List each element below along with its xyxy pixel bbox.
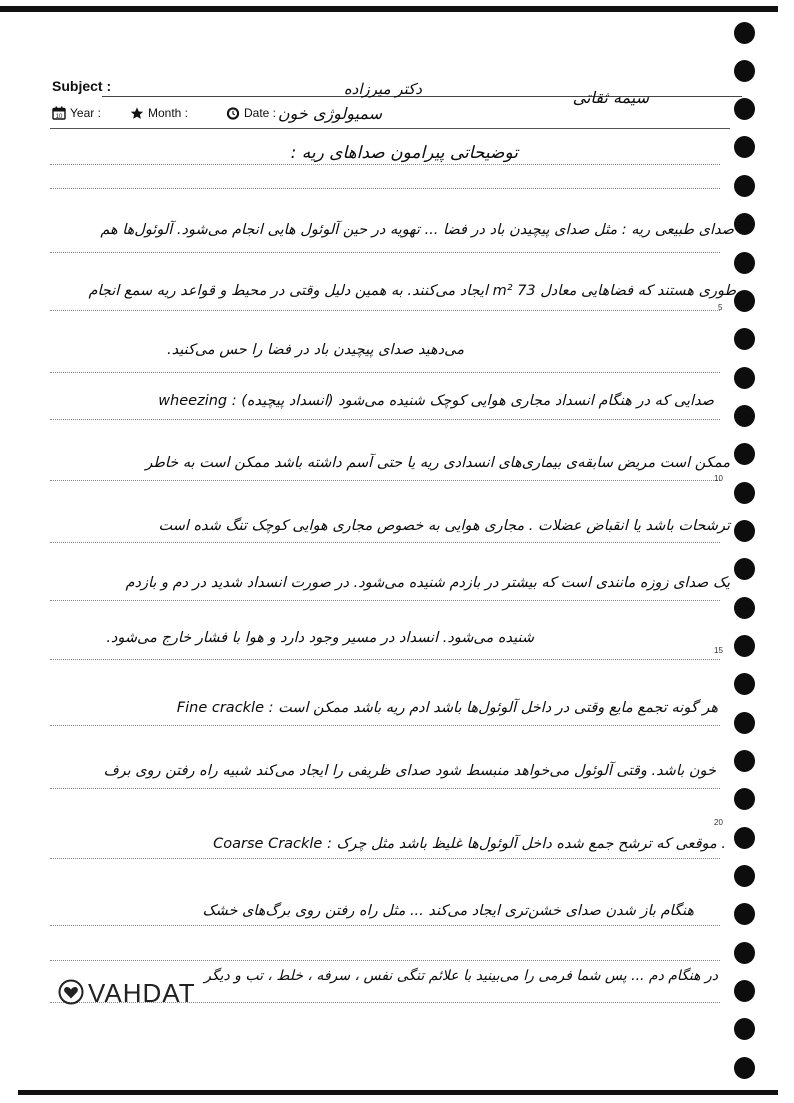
note-line-wheezing: wheezing : صدایی که در هنگام انسداد مجاری هوایی کوچک شنیده می‌شود (انسداد پیچیده) — [158, 393, 714, 409]
binder-hole — [734, 942, 755, 964]
handwritten-instructor: دکتر میرزاده — [343, 80, 422, 98]
binder-hole — [734, 635, 755, 657]
subject-label: Subject : — [52, 78, 112, 94]
binder-hole — [734, 405, 755, 427]
ruled-line — [50, 164, 720, 165]
note-line: خون باشد. وقتی آلوئول می‌خواهد منبسط شود صدای ظریفی را ایجاد می‌کند شبیه راه رفتن روی برف — [103, 763, 716, 779]
binder-hole — [734, 60, 755, 82]
binder-hole — [734, 175, 755, 197]
ruled-line — [50, 659, 720, 660]
note-line: صدای طبیعی ریه : مثل صدای پیچیدن باد در فضا ... تهویه در حین آلوئول هایی انجام می‌شود. آلوئول‌ها هم — [100, 222, 734, 238]
star-icon — [130, 106, 144, 120]
binder-hole — [734, 213, 755, 235]
binder-hole — [734, 1057, 755, 1079]
binder-hole — [734, 827, 755, 849]
month-field — [130, 106, 188, 120]
calendar-icon — [52, 106, 66, 120]
ruled-line — [50, 188, 720, 189]
ruled-line — [50, 372, 720, 373]
ruled-line — [50, 960, 720, 961]
date-field — [226, 106, 276, 120]
binder-hole — [734, 22, 755, 44]
line-number-20: 20 — [714, 818, 723, 827]
binder-hole — [734, 136, 755, 158]
ruled-line — [50, 480, 720, 481]
ruled-line — [50, 310, 720, 311]
heart-logo-icon — [58, 979, 84, 1009]
year-field — [52, 106, 101, 120]
note-heading: توضیحاتی پیرامون صداهای ریه : — [290, 143, 518, 163]
binder-hole — [734, 1018, 755, 1040]
svg-text:10: 10 — [55, 114, 63, 120]
ruled-line — [50, 725, 720, 726]
binder-hole — [734, 712, 755, 734]
year-label: Year : — [70, 106, 101, 120]
note-line: ترشحات باشد یا انقباض عضلات . مجاری هوایی به خصوص مجاری هوایی کوچک تنگ شده است — [158, 518, 730, 534]
bottom-border-bar — [18, 1090, 778, 1095]
binder-hole — [734, 788, 755, 810]
binder-hole — [734, 558, 755, 580]
note-line-coarse-crackle: Coarse Crackle : موقعی که ترشح جمع شده داخل آلوئول‌ها غلیظ باشد مثل چرک . — [213, 836, 726, 852]
note-line: طوری هستند که فضاهایی معادل 73 m² ایجاد می‌کنند. به همین دلیل وقتی در محیط و قواعد ریه سمع انجام — [88, 283, 736, 299]
binder-hole — [734, 482, 755, 504]
note-line-fine-crackle: Fine crackle : هر گونه تجمع مایع وقتی در داخل آلوئول‌ها باشد ادم ریه باشد ممکن است — [176, 700, 718, 716]
handwritten-course: سمیولوژی خون — [277, 104, 382, 123]
binder-hole — [734, 980, 755, 1002]
clock-icon — [226, 106, 240, 120]
ruled-line — [50, 788, 720, 789]
ruled-line — [50, 925, 720, 926]
note-line: شنیده می‌شود. انسداد در مسیر وجود دارد و هوا با فشار خارج می‌شود. — [106, 630, 534, 646]
note-line: یک صدای زوزه مانندی است که بیشتر در بازدم شنیده می‌شود. در صورت انسداد شدید در دم و بازدم — [125, 575, 730, 591]
line-number-5: 5 — [718, 303, 723, 312]
ruled-line — [50, 858, 720, 859]
ruled-line — [50, 542, 720, 543]
note-line: هنگام باز شدن صدای خشن‌تری ایجاد می‌کند ... مثل راه رفتن روی برگ‌های خشک — [202, 903, 694, 919]
binder-hole — [734, 98, 755, 120]
binder-hole — [734, 367, 755, 389]
top-border-bar — [0, 6, 778, 12]
binder-hole — [734, 597, 755, 619]
date-label: Date : — [244, 106, 277, 120]
handwritten-session: سیمه ثقاتی — [572, 88, 649, 107]
binder-holes — [734, 18, 758, 1093]
binder-hole — [734, 865, 755, 887]
header-divider — [50, 128, 730, 129]
binder-hole — [734, 328, 755, 350]
binder-hole — [734, 520, 755, 542]
ruled-line — [50, 600, 720, 601]
binder-hole — [734, 750, 755, 772]
binder-hole — [734, 252, 755, 274]
month-label: Month : — [148, 106, 189, 120]
line-number-10: 10 — [714, 474, 723, 483]
note-line: ممکن است مریض سابقه‌ی بیماری‌های انسدادی ریه یا حتی آسم داشته باشد ممکن است به خاطر — [145, 455, 730, 471]
vahdat-logo — [58, 978, 196, 1009]
logo-text: VAHDAT — [88, 978, 196, 1008]
note-line: در هنگام دم ... پس شما فرمی را می‌بینید با علائم تنگی نفس ، سرفه ، خلط ، تب و دیگر — [204, 968, 718, 984]
ruled-line — [50, 252, 720, 253]
ruled-line — [50, 419, 720, 420]
binder-hole — [734, 290, 755, 312]
note-line: می‌دهید صدای پیچیدن باد در فضا را حس می‌کنید. — [166, 342, 464, 358]
binder-hole — [734, 673, 755, 695]
binder-hole — [734, 903, 755, 925]
binder-hole — [734, 443, 755, 465]
line-number-15: 15 — [714, 646, 723, 655]
